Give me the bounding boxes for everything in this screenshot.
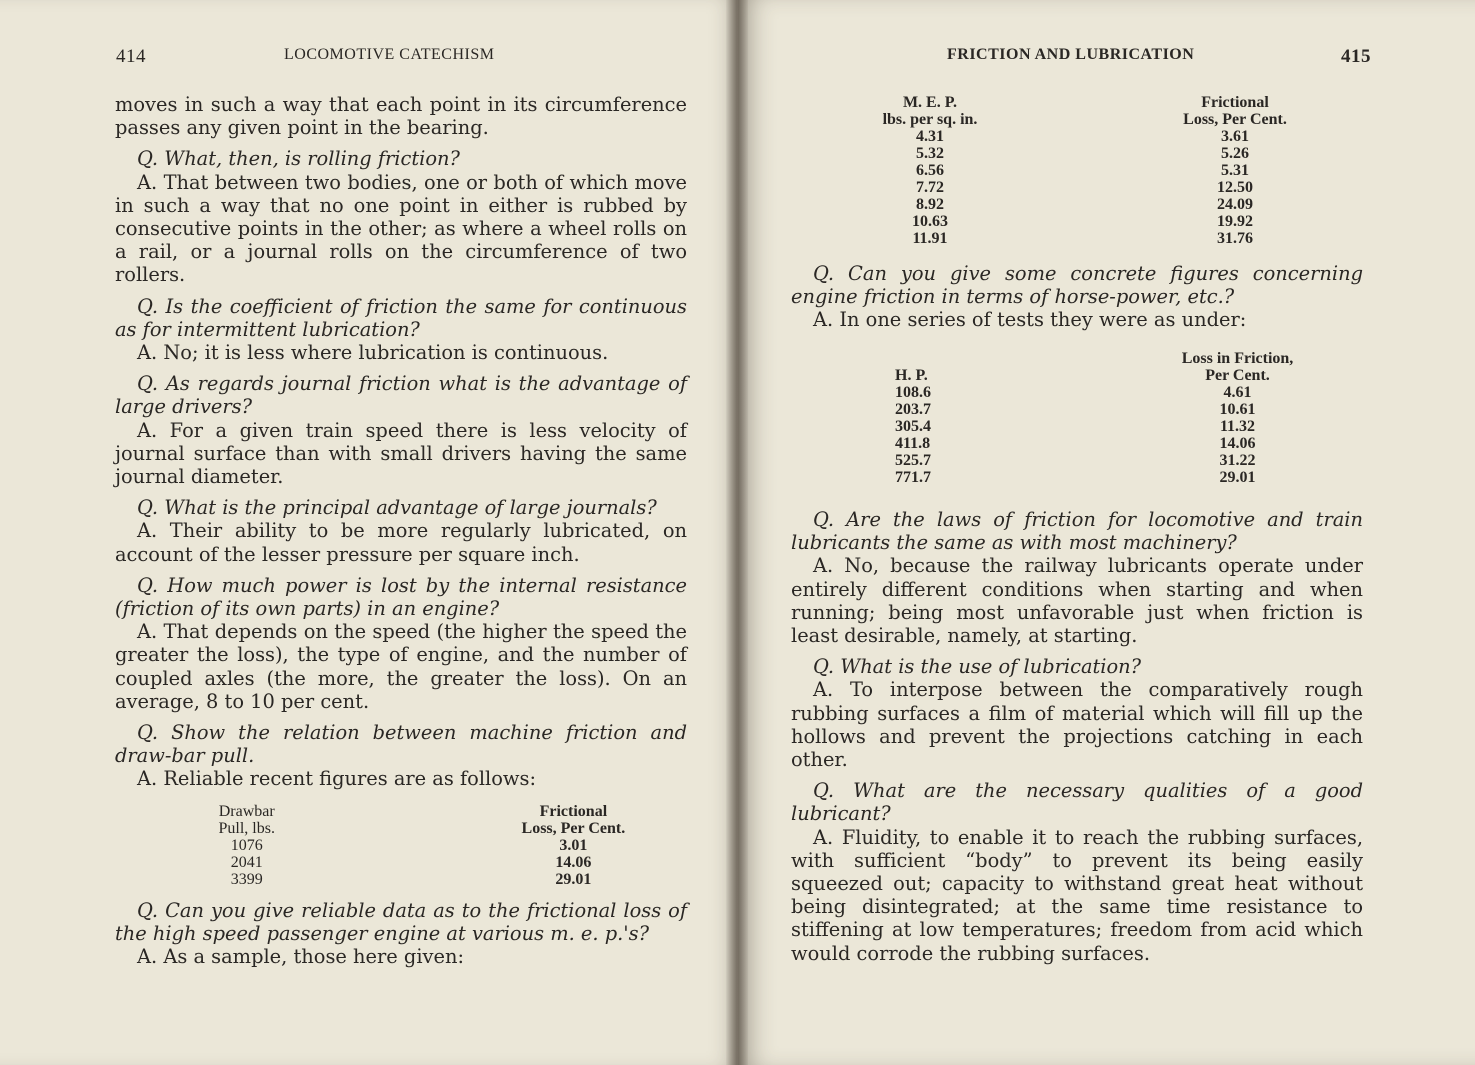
table-row [865,196,1305,213]
right-page [738,0,1475,1065]
table-header: M. E. P. [902,94,958,111]
table-row [195,871,635,888]
table-cell: 3.01 [559,837,588,854]
table-cell: 525.7 [895,452,931,469]
table-cell: 11.32 [1219,418,1256,435]
table-row [895,469,1315,486]
table-cell: 11.91 [912,230,948,247]
left-page-body [115,93,687,799]
answer: A. Their ability to be more regularly lubricated, on account of the lesser pressure per square inch. [115,519,687,566]
question: Q. How much power is lost by the internal resistance (friction of its own parts) in an engine? [115,573,687,621]
table-header: H. P. [895,367,928,384]
table-cell: 31.22 [1219,452,1256,469]
table-row [895,401,1315,418]
question: Q. What is the principal advantage of large journals? [137,496,657,520]
table-header: lbs. per sq. in. [882,111,978,128]
question: Q. What, then, is rolling friction? [137,147,460,171]
table-cell: 1076 [230,837,263,854]
table-cell: 10.63 [912,213,948,230]
table-row [895,384,1315,401]
table-cell: 6.56 [916,162,944,179]
table-row [865,179,1305,196]
table-cell: 3.61 [1221,128,1249,145]
mep-friction-table [865,94,1305,247]
table-header: Per Cent. [1205,367,1270,384]
answer: A. That between two bodies, one or both of which move in such a way that no one point in either is rubbed by consecutive points in the other; as where a wheel rolls on a rail, or a journal rolls on the circumference of two rollers. [115,170,687,287]
left-page-body-end [115,899,687,977]
answer: A. In one series of tests they were as under: [813,308,1247,332]
table-cell: 3399 [230,871,263,888]
table-row [895,452,1315,469]
table-cell: 19.92 [1217,213,1253,230]
answer: A. To interpose between the comparatively rough rubbing surfaces a film of material which will fill up the hollows and prevent the projections catching in each other. [791,678,1363,772]
table-cell: 8.92 [916,196,944,213]
table-header: Frictional [539,803,608,820]
table-cell: 4.31 [916,128,944,145]
table-header: Frictional [1201,94,1269,111]
question: Q. Can you give some concrete figures concerning engine friction in terms of horse-power, etc.? [791,262,1363,309]
table-row [195,854,635,871]
table-cell: 29.01 [1219,469,1256,486]
table-cell: 203.7 [895,401,931,418]
table-row [865,128,1305,145]
table-cell: 5.31 [1221,162,1249,179]
table-row [865,230,1305,247]
table-header: Loss in Friction, [1181,350,1294,367]
right-page-body [791,262,1363,340]
table-row [895,418,1315,435]
table-cell: 14.06 [1219,435,1256,452]
book-gutter [726,0,748,1065]
table-cell: 29.01 [555,871,592,888]
table-row [195,837,635,854]
table-cell: 24.09 [1217,196,1253,213]
table-row [895,435,1315,452]
table-cell: 10.61 [1219,401,1256,418]
table-row [865,213,1305,230]
answer: A. For a given train speed there is less velocity of journal surface than with small drivers having the same journal diameter. [115,418,687,489]
table-cell: 31.76 [1217,230,1253,247]
table-header: Loss, Per Cent. [1183,111,1287,128]
hp-friction-table [895,350,1315,486]
table-header: Drawbar [218,803,275,820]
table-row [865,145,1305,162]
drawbar-friction-table [195,803,635,888]
answer: A. No; it is less where lubrication is continuous. [137,341,609,365]
answer: A. Reliable recent figures are as follows: [137,767,536,791]
table-cell: 411.8 [895,435,931,452]
table-row [865,162,1305,179]
answer: A. As a sample, those here given: [137,945,464,969]
question: Q. Is the coefficient of friction the same for continuous as for intermittent lubrication? [115,294,687,341]
left-page-header [116,46,686,70]
answer: A. No, because the railway lubricants operate under entirely different conditions when starting and when running; being most unfavorable just when friction is least desirable, namely, at starting. [791,554,1363,648]
page-number: 415 [1341,46,1371,67]
table-cell: 305.4 [895,418,931,435]
question: Q. Can you give reliable data as to the frictional loss of the high speed passenger engine at various m. e. p.'s? [115,899,687,946]
table-cell: 7.72 [916,179,944,196]
table-header: Pull, lbs. [218,820,275,837]
question: Q. What is the use of lubrication? [813,655,1142,679]
table-cell: 14.06 [555,854,592,871]
right-page-header [791,46,1371,70]
table-header: Loss, Per Cent. [521,820,626,837]
table-cell: 12.50 [1217,179,1253,196]
table-cell: 108.6 [895,384,931,401]
question: Q. What are the necessary qualities of a good lubricant? [791,779,1363,826]
paragraph: moves in such a way that each point in its circumference passes any given point in the bearing. [115,93,687,140]
question: Q. Show the relation between machine friction and draw-bar pull. [115,721,687,768]
table-cell: 5.26 [1221,145,1249,162]
table-cell: 771.7 [895,469,931,486]
table-cell: 2041 [230,854,263,871]
table-cell: 5.32 [916,145,944,162]
question: Q. As regards journal friction what is the advantage of large drivers? [115,372,687,419]
running-head: FRICTION AND LUBRICATION [947,46,1195,63]
answer: A. Fluidity, to enable it to reach the rubbing surfaces, with sufficient “body” to prevent its being easily squeezed out; capacity to withstand great heat without being disintegrated; at the same time resistance to stiffening at low temperatures; freedom from acid which would corrode the rubbing surfaces. [791,825,1363,965]
question: Q. Are the laws of friction for locomotive and train lubricants the same as with most machinery? [791,508,1363,555]
answer: A. That depends on the speed (the higher the speed the greater the loss), the type of engine, and the number of coupled axles (the more, the greater the loss). On an average, 8 to 10 per cent. [115,620,687,713]
running-head: LOCOMOTIVE CATECHISM [284,46,495,63]
table-cell: 4.61 [1223,384,1252,401]
right-page-body-end [791,508,1363,973]
page-number: 414 [116,46,146,67]
